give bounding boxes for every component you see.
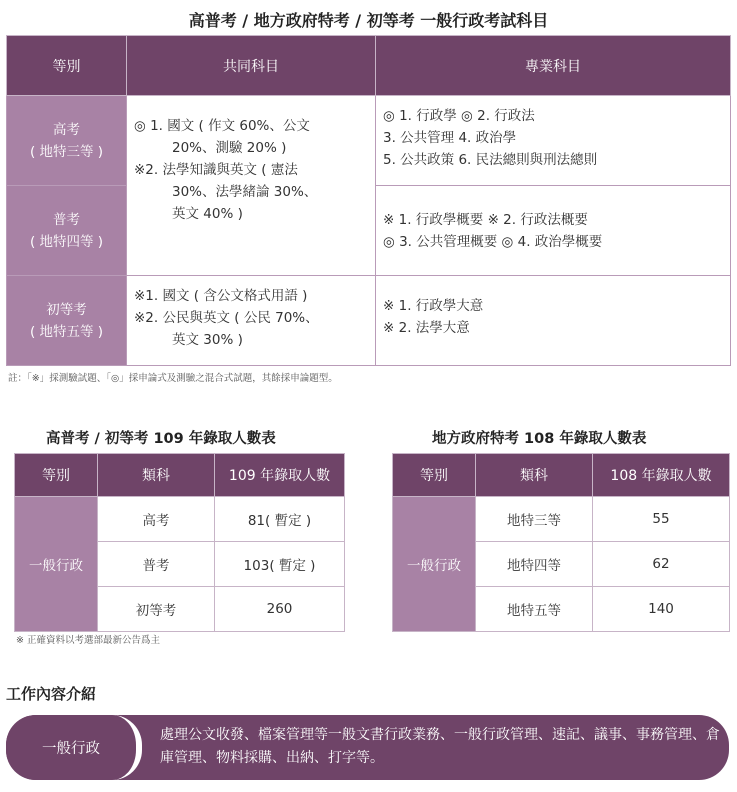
level-alt: ( 地特五等 ) bbox=[29, 323, 104, 340]
level-name: 普考 bbox=[53, 211, 80, 228]
table2-title: 高普考 / 初等考 109 年錄取人數表 bbox=[46, 431, 276, 447]
exam-subjects-table bbox=[6, 35, 731, 366]
subject-line: ※1. 國文 ( 含公文格式用語 ) bbox=[134, 288, 308, 304]
category-cell: 地特四等 bbox=[476, 542, 593, 587]
level-alt: ( 地特三等 ) bbox=[29, 143, 104, 160]
table-row bbox=[15, 497, 345, 542]
header-level: 等別 bbox=[7, 36, 127, 96]
count-cell: 103( 暫定 ) bbox=[215, 542, 345, 587]
professional-subjects-cell bbox=[376, 276, 731, 366]
subject-line: 英文 40% ) bbox=[172, 206, 243, 222]
header-category: 類科 bbox=[98, 454, 215, 497]
count-cell: 62 bbox=[593, 542, 730, 587]
page-title: 高普考 / 地方政府特考 / 初等考 一般行政考試科目 bbox=[188, 11, 549, 30]
count-cell: 81( 暫定 ) bbox=[215, 497, 345, 542]
count-cell: 140 bbox=[593, 587, 730, 632]
subject-line: ◎ 1. 行政學 ◎ 2. 行政法 bbox=[383, 108, 535, 124]
count-cell: 55 bbox=[593, 497, 730, 542]
table-header-row bbox=[7, 36, 731, 96]
professional-subjects-cell bbox=[376, 186, 731, 276]
table-row bbox=[393, 497, 730, 542]
group-cell: 一般行政 bbox=[393, 497, 476, 632]
level-cell bbox=[7, 276, 127, 366]
header-level: 等別 bbox=[393, 454, 476, 497]
subject-line: ◎ 3. 公共管理概要 ◎ 4. 政治學概要 bbox=[383, 233, 603, 250]
header-category: 類科 bbox=[476, 454, 593, 497]
admissions-108-table bbox=[392, 453, 730, 632]
category-cell: 初等考 bbox=[98, 587, 215, 632]
data-note: ※ 正確資料以考選部最新公告爲主 bbox=[16, 635, 160, 646]
subject-line: ※ 1. 行政學大意 bbox=[383, 298, 484, 314]
admissions-109-table bbox=[14, 453, 345, 632]
group-cell: 一般行政 bbox=[15, 497, 98, 632]
header-common: 共同科目 bbox=[127, 36, 376, 96]
header-professional: 專業科目 bbox=[376, 36, 731, 96]
subject-line: 5. 公共政策 6. 民法總則與刑法總則 bbox=[383, 152, 598, 168]
common-subjects-cell bbox=[127, 96, 376, 276]
header-level: 等別 bbox=[15, 454, 98, 497]
subject-line: ※ 2. 法學大意 bbox=[383, 320, 470, 336]
table-row bbox=[7, 96, 731, 186]
level-cell bbox=[7, 186, 127, 276]
category-cell: 普考 bbox=[98, 542, 215, 587]
work-label: 一般行政 bbox=[6, 715, 142, 780]
level-name: 初等考 bbox=[46, 301, 87, 318]
subject-line: ※2. 法學知識與英文 ( 憲法 bbox=[134, 162, 298, 178]
subject-line: 英文 30% ) bbox=[172, 332, 243, 348]
subject-line: ◎ 1. 國文 ( 作文 60%、公文 bbox=[134, 118, 310, 134]
table-row bbox=[7, 276, 731, 366]
subject-line: 20%、測驗 20% ) bbox=[172, 140, 287, 156]
category-cell: 地特五等 bbox=[476, 587, 593, 632]
subject-line: ※2. 公民與英文 ( 公民 70%、 bbox=[134, 310, 319, 326]
subject-line: 3. 公共管理 4. 政治學 bbox=[383, 130, 517, 146]
work-section-title: 工作內容介紹 bbox=[6, 685, 97, 703]
header-count: 109 年錄取人數 bbox=[215, 454, 345, 497]
level-name: 高考 bbox=[53, 121, 80, 138]
work-description: 處理公文收發、檔案管理等一般文書行政業務、一般行政管理、速記、議事、事務管理、倉庫管理、物料採購、出納、打字等。 bbox=[160, 727, 720, 766]
professional-subjects-cell bbox=[376, 96, 731, 186]
category-cell: 地特三等 bbox=[476, 497, 593, 542]
subject-line: ※ 1. 行政學概要 ※ 2. 行政法概要 bbox=[383, 211, 588, 228]
exam-note: 註：「※」採測驗試題、「◎」採申論式及測驗之混合式試題，其餘採申論題型。 bbox=[8, 373, 338, 384]
header-count: 108 年錄取人數 bbox=[593, 454, 730, 497]
category-cell: 高考 bbox=[98, 497, 215, 542]
level-alt: ( 地特四等 ) bbox=[29, 233, 104, 250]
level-cell bbox=[7, 96, 127, 186]
table3-title: 地方政府特考 108 年錄取人數表 bbox=[432, 431, 647, 447]
count-cell: 260 bbox=[215, 587, 345, 632]
subject-line: 30%、法學緒論 30%、 bbox=[172, 184, 318, 200]
common-subjects-cell bbox=[127, 276, 376, 366]
